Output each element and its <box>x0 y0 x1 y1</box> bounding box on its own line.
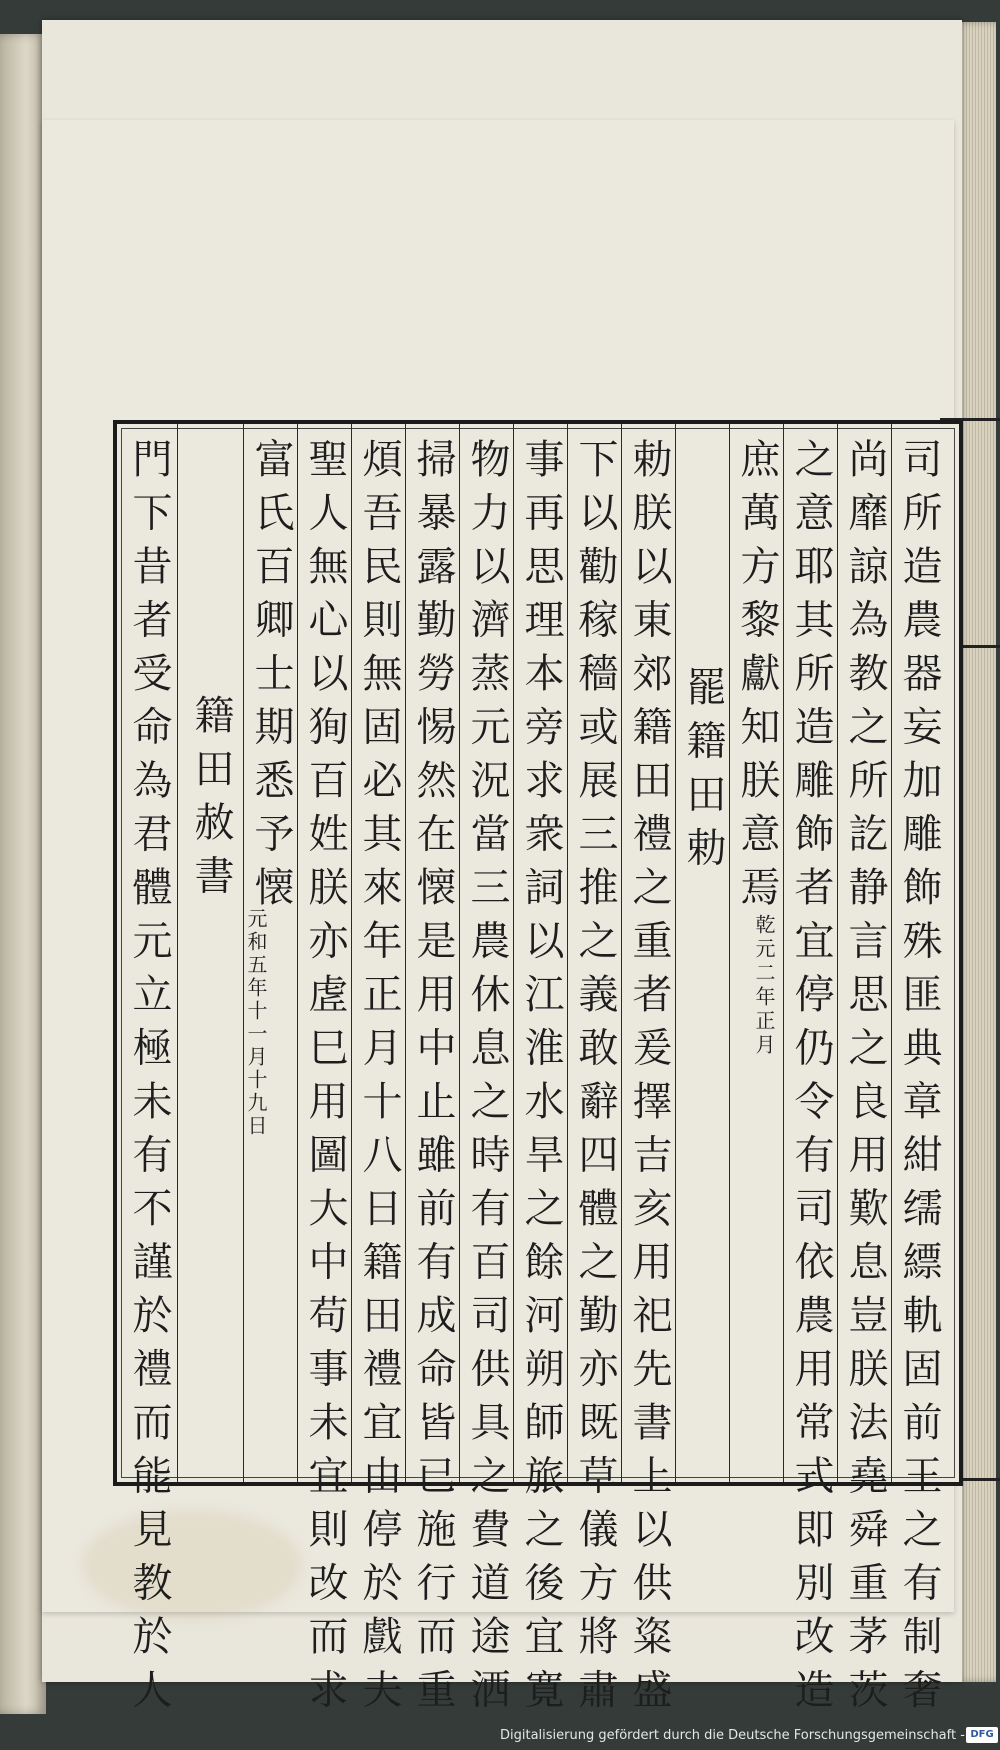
text-column <box>121 424 178 1722</box>
text-column <box>178 424 244 1482</box>
text-column <box>244 424 298 1482</box>
facing-page-edge <box>0 34 46 1714</box>
column-text: 事再思理本旁求衆詞以江淮水旱之餘河朔師旅之後宜寛 <box>518 438 564 1722</box>
text-column <box>352 424 406 1722</box>
column-text: 庶萬方黎獻知朕意焉 <box>734 438 780 920</box>
paper-stain <box>82 1510 302 1620</box>
date-note: 乾元二年正月 <box>752 914 776 1058</box>
edict-title: 籍田赦書 <box>188 694 234 908</box>
column-text: 下以勸稼穡或展三推之義敢辭四體之勤亦既草儀方將肅 <box>572 438 618 1722</box>
text-column <box>298 424 352 1722</box>
column-text: 掃暴露勤勞惕然在懐是用中止雖前有成命皆已施行而重 <box>410 438 456 1722</box>
text-column <box>460 424 514 1722</box>
column-text: 富氏百卿士期悉予懐 <box>248 438 294 920</box>
text-column <box>676 424 730 1482</box>
text-column <box>730 424 784 1482</box>
dfg-logo: DFG <box>966 1727 998 1743</box>
text-column <box>568 424 622 1722</box>
column-text: 物力以濟蒸元況當三農休息之時有百司供具之費道途洒 <box>464 438 510 1722</box>
text-column <box>838 424 892 1722</box>
column-text: 之意耶其所造雕飾者宜停仍令有司依農用常式即別改造 <box>788 438 834 1722</box>
text-column <box>514 424 568 1722</box>
column-text: 聖人無心以狥百姓朕亦虗巳用圖大中苟事未宜則改而求 <box>302 438 348 1722</box>
text-column <box>892 424 946 1722</box>
text-column <box>406 424 460 1722</box>
text-column <box>622 424 676 1722</box>
text-column <box>784 424 838 1722</box>
column-text: 門下昔者受命為君體元立極未有不謹於禮而能見教於人 <box>126 438 172 1722</box>
digitization-credit: Digitalisierung gefördert durch die Deutsche Forschungsgemeinschaft - <box>500 1728 965 1743</box>
column-text: 勅朕以東郊籍田禮之重者爰擇吉亥用祀先書上以供粢盛 <box>626 438 672 1722</box>
edict-title: 罷籍田勅 <box>680 666 726 880</box>
column-text: 尚靡諒為教之所訖静言思之良用歎息豈朕法堯舜重茅茨 <box>842 438 888 1722</box>
column-text: 煩吾民則無固必其來年正月十八日籍田禮宜由停於戲夫 <box>356 438 402 1722</box>
date-note: 元和五年十一月十九日 <box>244 908 268 1138</box>
column-text: 司所造農器妄加雕飾殊匪典章紺𦈡縹軌固前王之有制奢 <box>896 438 942 1722</box>
